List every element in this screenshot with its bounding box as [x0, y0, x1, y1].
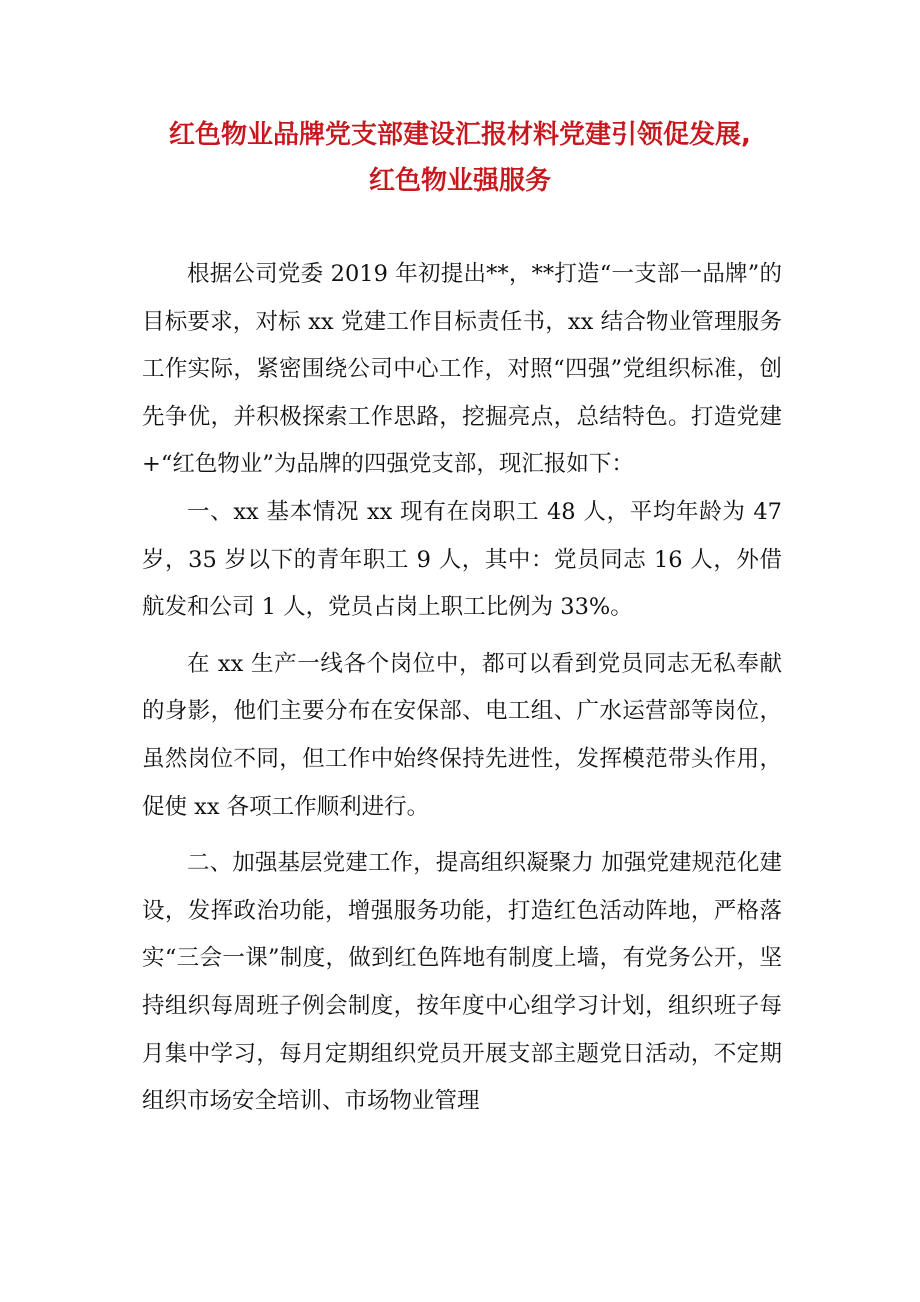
document-body: [142, 251, 782, 1126]
paragraph-basic-info: 一、xx 基本情况 xx 现有在岗职工 48 人，平均年龄为 47 岁，35 岁以下的青年职工 9 人，其中：党员同志 16 人，外借航发和公司 1 人，党员占岗上职工比例为 33%。: [142, 498, 782, 621]
document-title: [120, 112, 800, 204]
title-line-1: 红色物业品牌党支部建设汇报材料党建引领促发展,: [169, 120, 751, 150]
paragraph-intro: 根据公司党委 2019 年初提出**，**打造“一支部一品牌”的目标要求，对标 xx 党建工作目标责任书，xx 结合物业管理服务工作实际，紧密围绕公司中心工作，对照“四强”党组织标准，创先争优，并积极探索工作思路，挖掘亮点，总结特色。打造党建+“红色物业”为品牌的四强党支部，现汇报如下：: [142, 261, 782, 478]
paragraph-party-building: 二、加强基层党建工作，提高组织凝聚力 加强党建规范化建设，发挥政治功能，增强服务功能，打造红色活动阵地，严格落实“三会一课”制度，做到红色阵地有制度上墙，有党务公开，坚持组织每周班子例会制度，按年度中心组学习计划，组织班子每月集中学习，每月定期组织党员开展支部主题党日活动，不定期组织市场安全培训、市场物业管理: [142, 850, 782, 1115]
paragraph-frontline: 在 xx 生产一线各个岗位中，都可以看到党员同志无私奉献的身影，他们主要分布在安保部、电工组、广水运营部等岗位，虽然岗位不同，但工作中始终保持先进性，发挥模范带头作用，促使 xx 各项工作顺利进行。: [142, 650, 782, 820]
title-line-2: 红色物业强服务: [368, 166, 551, 196]
